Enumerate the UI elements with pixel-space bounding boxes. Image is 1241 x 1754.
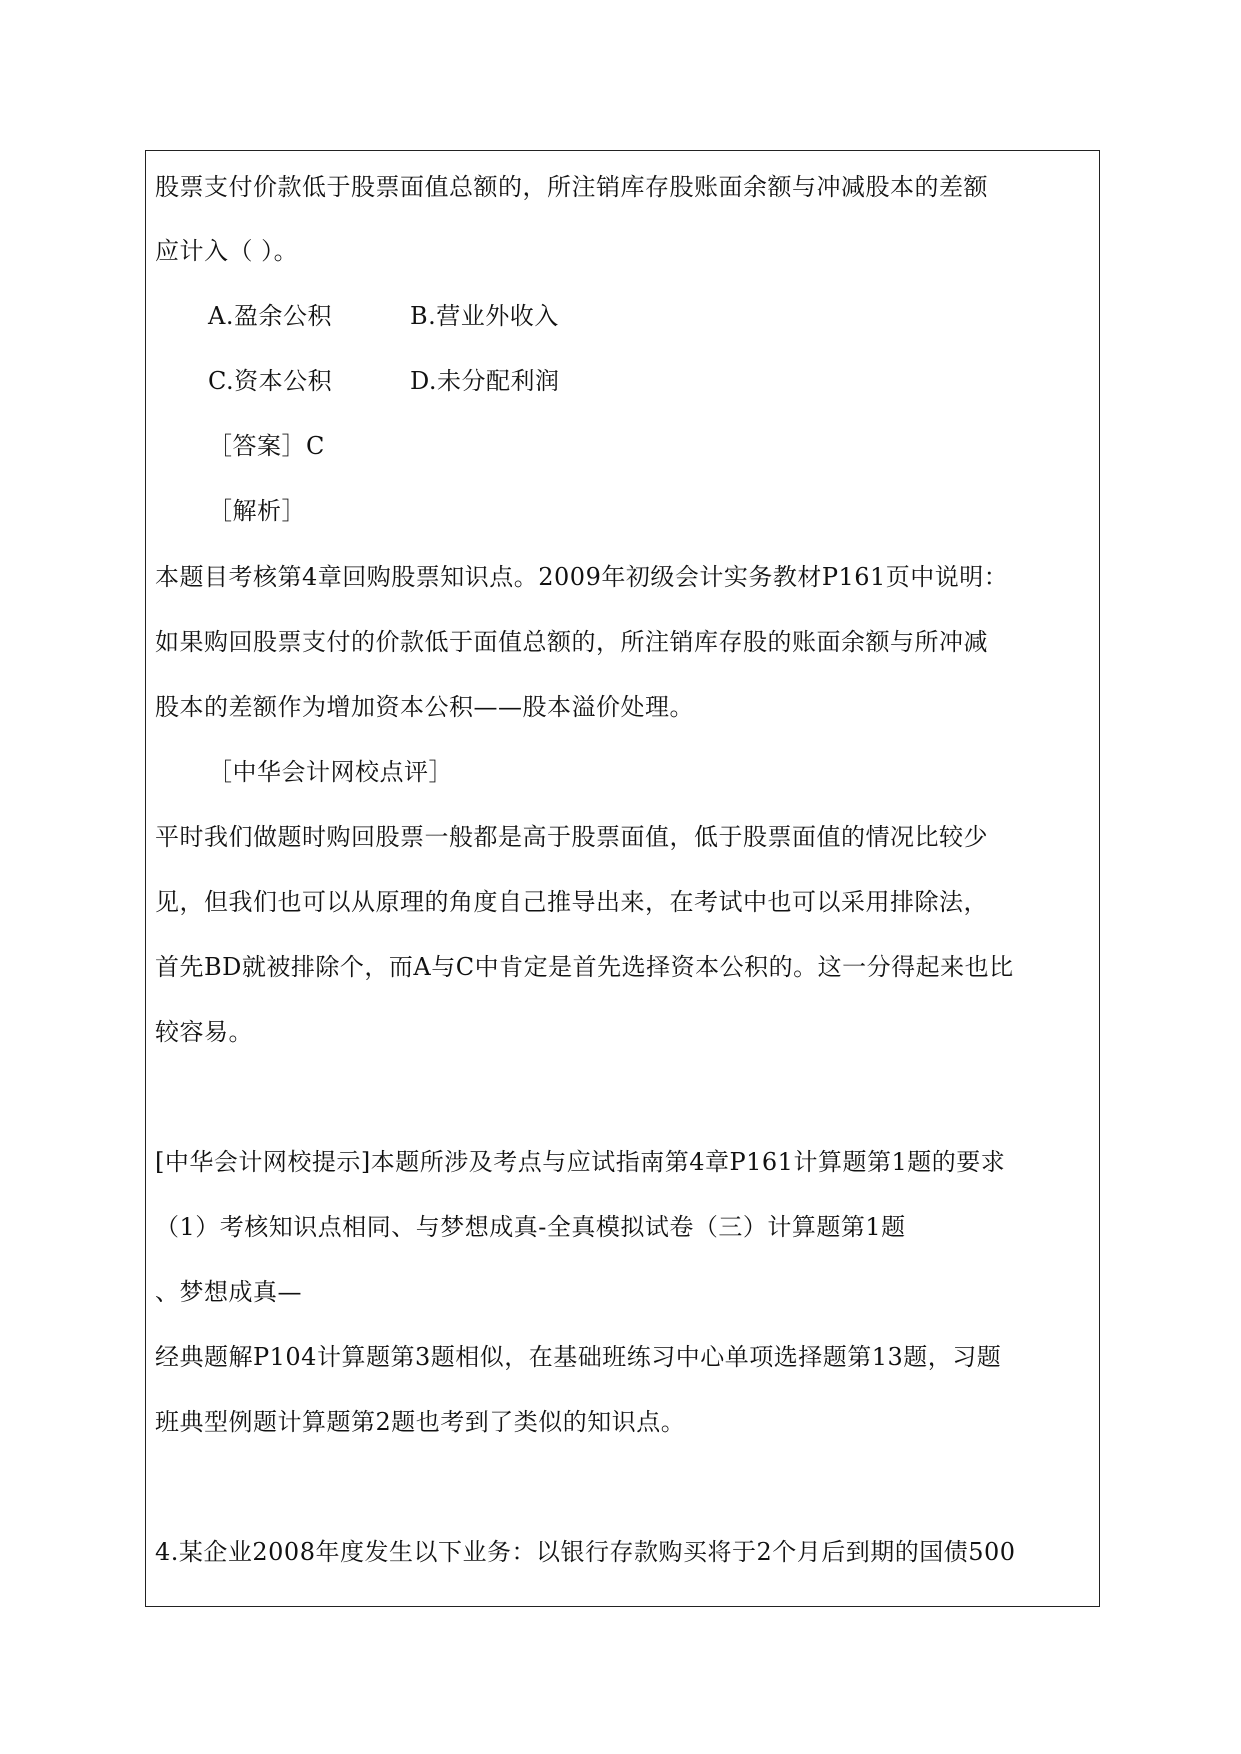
tip-line-3: 、梦想成真—	[155, 1278, 302, 1306]
comment-line-3: 首先BD就被排除个，而A与C中肯定是首先选择资本公积的。这一分得起来也比	[155, 953, 1014, 981]
answer-label: ［答案］C	[208, 432, 325, 460]
comment-line-1: 平时我们做题时购回股票一般都是高于股票面值，低于股票面值的情况比较少	[155, 823, 988, 851]
tip-line-1: [中华会计网校提示]本题所涉及考点与应试指南第4章P161计算题第1题的要求	[155, 1148, 1006, 1176]
analysis-line-2: 如果购回股票支付的价款低于面值总额的，所注销库存股的账面余额与所冲减	[155, 628, 988, 656]
question-4-stem-line-1: 4.某企业2008年度发生以下业务：以银行存款购买将于2个月后到期的国债500	[155, 1538, 1016, 1566]
tip-line-2: （1）考核知识点相同、与梦想成真-全真模拟试卷（三）计算题第1题	[155, 1213, 906, 1241]
analysis-line-1: 本题目考核第4章回购股票知识点。2009年初级会计实务教材P161页中说明：	[155, 563, 1009, 591]
tip-line-5: 班典型例题计算题第2题也考到了类似的知识点。	[155, 1408, 686, 1436]
option-a: A.盈余公积	[208, 302, 332, 330]
analysis-line-3: 股本的差额作为增加资本公积——股本溢价处理。	[155, 693, 694, 721]
question-stem-line-1: 股票支付价款低于股票面值总额的，所注销库存股账面余额与冲减股本的差额	[155, 173, 988, 201]
analysis-label: ［解析］	[208, 497, 306, 525]
comment-line-2: 见，但我们也可以从原理的角度自己推导出来，在考试中也可以采用排除法，	[155, 888, 988, 916]
comment-line-4: 较容易。	[155, 1018, 253, 1046]
question-stem-line-2: 应计入（ ）。	[155, 237, 299, 265]
option-d: D.未分配利润	[410, 367, 560, 395]
option-c: C.资本公积	[208, 367, 333, 395]
option-b: B.营业外收入	[410, 302, 559, 330]
comment-label: ［中华会计网校点评］	[208, 758, 453, 786]
tip-line-4: 经典题解P104计算题第3题相似，在基础班练习中心单项选择题第13题，习题	[155, 1343, 1002, 1371]
